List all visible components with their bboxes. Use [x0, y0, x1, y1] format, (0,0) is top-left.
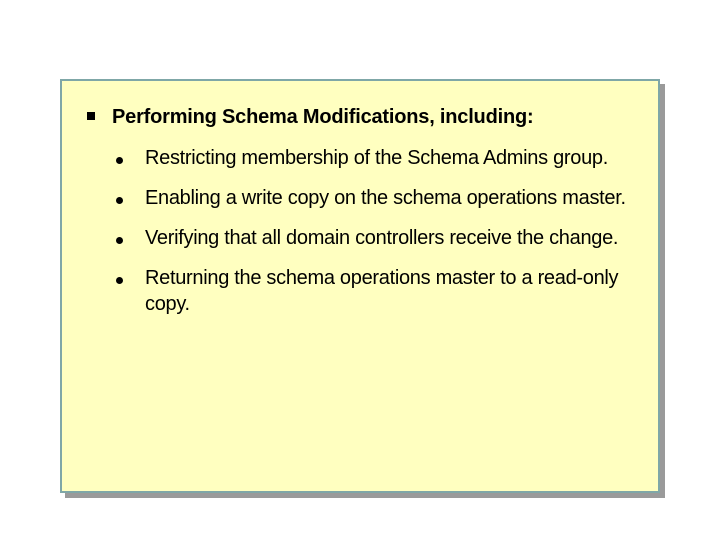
list-item: [116, 185, 636, 211]
square-bullet-icon: [87, 112, 95, 120]
round-bullet-icon: [116, 197, 123, 204]
list-item: [116, 145, 636, 171]
list-item: [116, 225, 636, 251]
round-bullet-icon: [116, 277, 123, 284]
main-bullet-item: [87, 102, 533, 132]
main-bullet-text: Performing Schema Modifications, including:: [112, 106, 534, 128]
sub-bullet-list: [116, 145, 636, 331]
sub-bullet-text: Restricting membership of the Schema Admins group.: [145, 147, 608, 169]
list-item: [116, 265, 636, 317]
round-bullet-icon: [116, 237, 123, 244]
sub-bullet-text: Verifying that all domain controllers receive the change.: [145, 227, 619, 249]
round-bullet-icon: [116, 157, 123, 164]
sub-bullet-text: Enabling a write copy on the schema operations master.: [145, 187, 626, 209]
sub-bullet-text: Returning the schema operations master to a read-only copy.: [145, 267, 619, 315]
